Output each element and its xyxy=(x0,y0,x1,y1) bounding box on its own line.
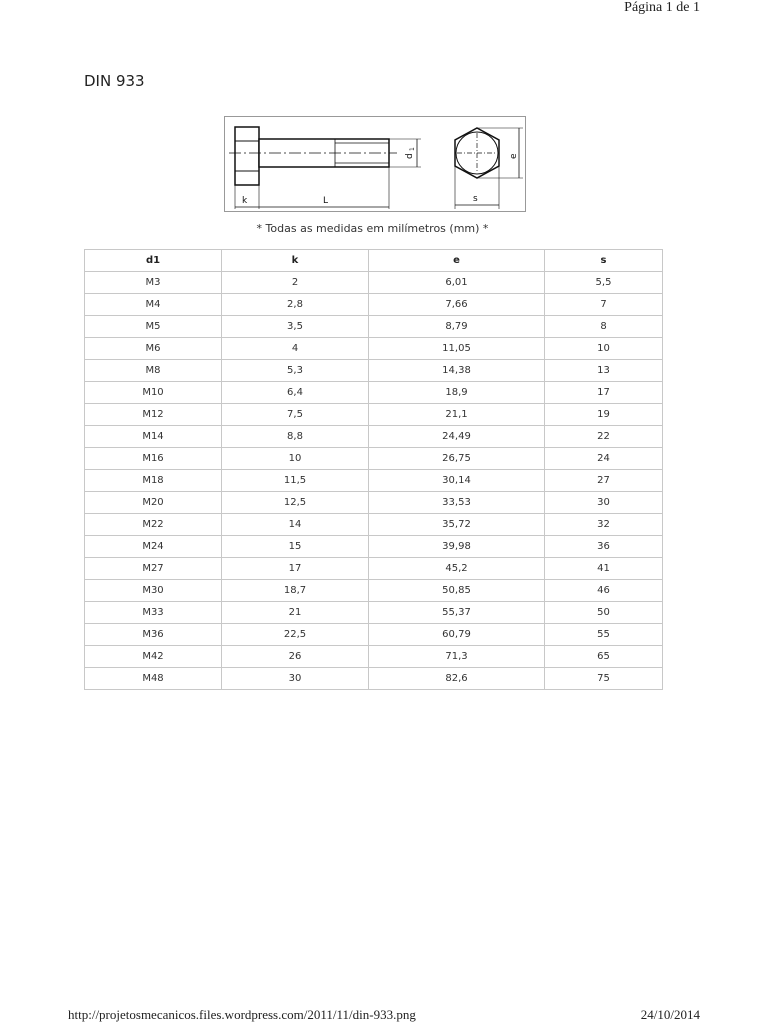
cell-e: 50,85 xyxy=(369,580,545,602)
table-row xyxy=(85,294,663,316)
din-933-dimension-table xyxy=(84,249,663,690)
cell-s: 22 xyxy=(545,426,663,448)
table-body xyxy=(85,272,663,690)
cell-e: 30,14 xyxy=(369,470,545,492)
label-d1: d xyxy=(405,153,415,159)
table-row xyxy=(85,646,663,668)
cell-k: 17 xyxy=(222,558,369,580)
cell-d1: M24 xyxy=(85,536,222,558)
cell-k: 4 xyxy=(222,338,369,360)
cell-s: 8 xyxy=(545,316,663,338)
cell-e: 6,01 xyxy=(369,272,545,294)
cell-s: 13 xyxy=(545,360,663,382)
cell-s: 17 xyxy=(545,382,663,404)
cell-k: 30 xyxy=(222,668,369,690)
cell-e: 18,9 xyxy=(369,382,545,404)
footer-source-url[interactable]: http://projetosmecanicos.files.wordpress.com/2011/11/din-933.png xyxy=(68,1007,416,1022)
table-row xyxy=(85,602,663,624)
cell-e: 33,53 xyxy=(369,492,545,514)
cell-s: 75 xyxy=(545,668,663,690)
cell-e: 82,6 xyxy=(369,668,545,690)
cell-d1: M3 xyxy=(85,272,222,294)
cell-d1: M20 xyxy=(85,492,222,514)
cell-k: 3,5 xyxy=(222,316,369,338)
table-row xyxy=(85,492,663,514)
cell-k: 5,3 xyxy=(222,360,369,382)
table-row xyxy=(85,536,663,558)
cell-d1: M22 xyxy=(85,514,222,536)
cell-s: 41 xyxy=(545,558,663,580)
cell-k: 11,5 xyxy=(222,470,369,492)
header-d1: d1 xyxy=(85,250,222,272)
table-row xyxy=(85,360,663,382)
cell-k: 14 xyxy=(222,514,369,536)
table-row xyxy=(85,382,663,404)
cell-k: 10 xyxy=(222,448,369,470)
cell-s: 5,5 xyxy=(545,272,663,294)
table-row xyxy=(85,580,663,602)
cell-e: 7,66 xyxy=(369,294,545,316)
table-row xyxy=(85,514,663,536)
cell-k: 22,5 xyxy=(222,624,369,646)
cell-d1: M8 xyxy=(85,360,222,382)
table-header xyxy=(85,250,663,272)
cell-e: 26,75 xyxy=(369,448,545,470)
footer-date: 24/10/2014 xyxy=(640,1007,700,1022)
cell-d1: M10 xyxy=(85,382,222,404)
cell-k: 6,4 xyxy=(222,382,369,404)
cell-e: 39,98 xyxy=(369,536,545,558)
header-e: e xyxy=(369,250,545,272)
cell-d1: M5 xyxy=(85,316,222,338)
table-row xyxy=(85,558,663,580)
cell-k: 26 xyxy=(222,646,369,668)
page-number: Página 1 de 1 xyxy=(624,0,700,15)
cell-d1: M4 xyxy=(85,294,222,316)
cell-s: 32 xyxy=(545,514,663,536)
label-k: k xyxy=(242,196,248,206)
label-L: L xyxy=(323,196,329,206)
cell-d1: M33 xyxy=(85,602,222,624)
cell-k: 18,7 xyxy=(222,580,369,602)
table-row xyxy=(85,470,663,492)
cell-s: 27 xyxy=(545,470,663,492)
cell-d1: M12 xyxy=(85,404,222,426)
cell-k: 2,8 xyxy=(222,294,369,316)
cell-e: 11,05 xyxy=(369,338,545,360)
table-row xyxy=(85,668,663,690)
label-s: s xyxy=(473,194,478,204)
cell-e: 8,79 xyxy=(369,316,545,338)
cell-e: 55,37 xyxy=(369,602,545,624)
cell-d1: M6 xyxy=(85,338,222,360)
cell-s: 30 xyxy=(545,492,663,514)
table-row xyxy=(85,338,663,360)
table-row xyxy=(85,316,663,338)
cell-d1: M48 xyxy=(85,668,222,690)
table-row xyxy=(85,272,663,294)
cell-d1: M14 xyxy=(85,426,222,448)
document-title: DIN 933 xyxy=(84,72,145,90)
cell-s: 55 xyxy=(545,624,663,646)
cell-s: 65 xyxy=(545,646,663,668)
cell-d1: M36 xyxy=(85,624,222,646)
cell-e: 24,49 xyxy=(369,426,545,448)
bolt-drawing-svg xyxy=(225,117,525,211)
cell-k: 7,5 xyxy=(222,404,369,426)
cell-e: 14,38 xyxy=(369,360,545,382)
cell-k: 15 xyxy=(222,536,369,558)
cell-e: 45,2 xyxy=(369,558,545,580)
header-k: k xyxy=(222,250,369,272)
cell-s: 50 xyxy=(545,602,663,624)
cell-e: 35,72 xyxy=(369,514,545,536)
cell-s: 36 xyxy=(545,536,663,558)
table-row xyxy=(85,624,663,646)
table-row xyxy=(85,426,663,448)
cell-k: 2 xyxy=(222,272,369,294)
bolt-technical-drawing xyxy=(224,116,526,212)
label-d1-subscript: 1 xyxy=(409,147,416,151)
table-header-row xyxy=(85,250,663,272)
cell-d1: M18 xyxy=(85,470,222,492)
cell-e: 71,3 xyxy=(369,646,545,668)
cell-s: 10 xyxy=(545,338,663,360)
units-caption: * Todas as medidas em milímetros (mm) * xyxy=(256,222,489,235)
cell-d1: M30 xyxy=(85,580,222,602)
cell-s: 7 xyxy=(545,294,663,316)
cell-d1: M42 xyxy=(85,646,222,668)
cell-k: 8,8 xyxy=(222,426,369,448)
cell-s: 19 xyxy=(545,404,663,426)
cell-d1: M27 xyxy=(85,558,222,580)
cell-d1: M16 xyxy=(85,448,222,470)
table-row xyxy=(85,448,663,470)
table-row xyxy=(85,404,663,426)
cell-k: 21 xyxy=(222,602,369,624)
label-e: e xyxy=(509,153,519,159)
cell-s: 24 xyxy=(545,448,663,470)
header-s: s xyxy=(545,250,663,272)
cell-e: 60,79 xyxy=(369,624,545,646)
cell-e: 21,1 xyxy=(369,404,545,426)
cell-s: 46 xyxy=(545,580,663,602)
cell-k: 12,5 xyxy=(222,492,369,514)
